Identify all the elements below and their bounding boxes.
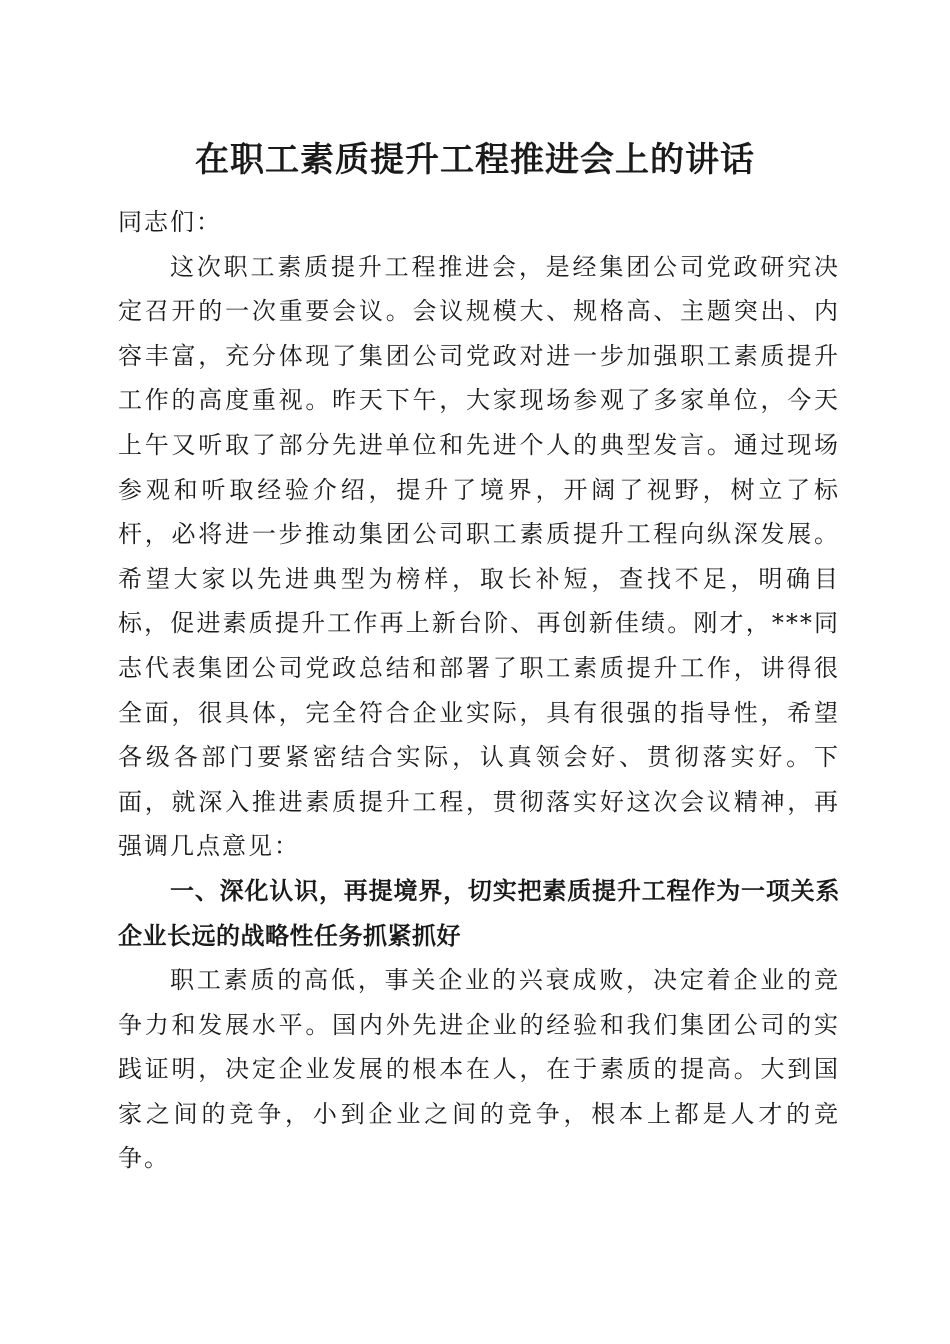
salutation: 同志们： (118, 208, 222, 236)
section-1-paragraph: 职工素质的高低，事关企业的兴衰成败，决定着企业的竞争力和发展水平。国内外先进企业的经验和我们集团公司的实践证明，决定企业发展的根本在人，在于素质的提高。大到国家之间的竞争，小到企业之间的竞争，根本上都是人才的竞争。 (118, 966, 840, 1173)
section-1-heading: 一、深化认识，再提境界，切实把素质提升工程作为一项关系企业长远的战略性任务抓紧抓好 (118, 875, 840, 950)
intro-paragraph: 这次职工素质提升工程推进会，是经集团公司党政研究决定召开的一次重要会议。会议规模大、规格高、主题突出、内容丰富，充分体现了集团公司党政对进一步加强职工素质提升工作的高度重视。昨天下午，大家现场参观了多家单位，今天上午又听取了部分先进单位和先进个人的典型发言。通过现场参观和听取经验介绍，提升了境界，开阔了视野，树立了标杆，必将进一步推动集团公司职工素质提升工程向纵深发展。希望大家以先进典型为榜样，取长补短，查找不足，明确目标，促进素质提升工作再上新台阶、再创新佳绩。刚才，***同志代表集团公司党政总结和部署了职工素质提升工作，讲得很全面，很具体，完全符合企业实际，具有很强的指导性，希望各级各部门要紧密结合实际，认真领会好、贯彻落实好。下面，就深入推进素质提升工程，贯彻落实好这次会议精神，再强调几点意见： (118, 252, 840, 861)
document-title: 在职工素质提升工程推进会上的讲话 (195, 140, 755, 180)
document-body (118, 200, 840, 1181)
